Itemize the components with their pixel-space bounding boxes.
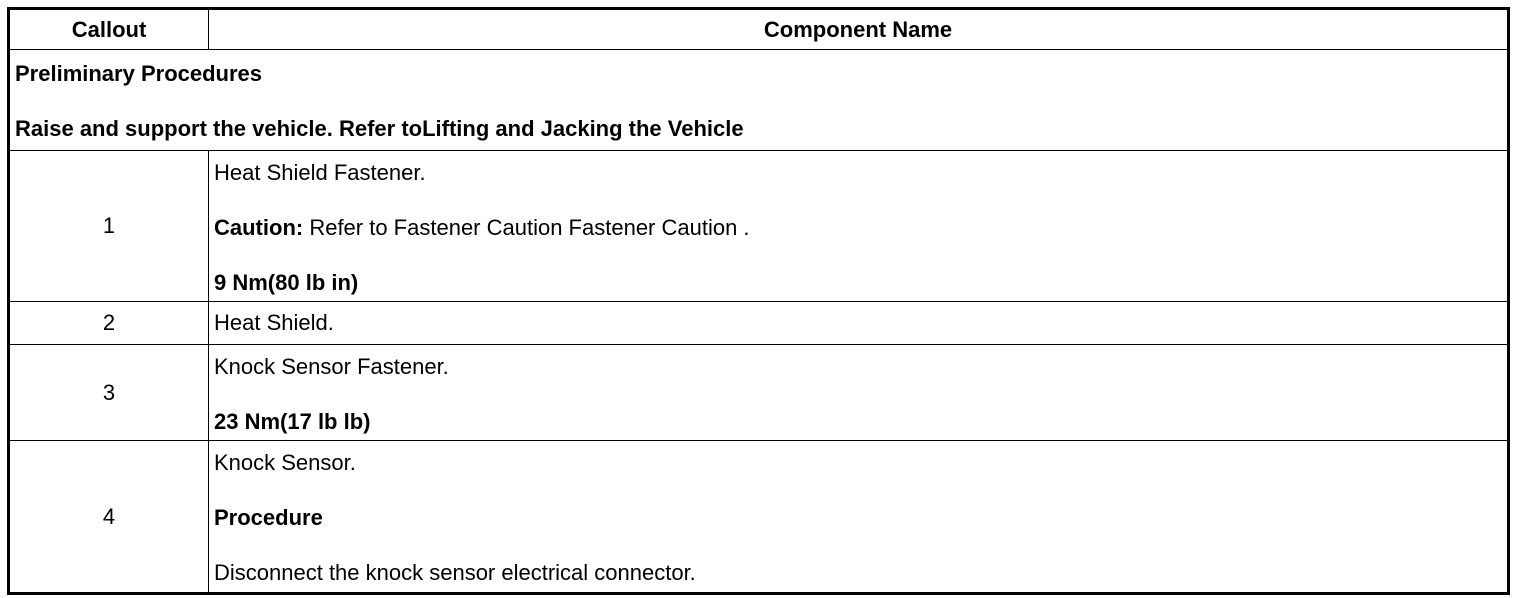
callout-header: Callout bbox=[9, 9, 209, 50]
torque-spec: 23 Nm(17 lb lb) bbox=[214, 409, 371, 434]
procedure-text: Disconnect the knock sensor electrical connector. bbox=[214, 560, 696, 585]
caution-label: Caution: bbox=[214, 215, 304, 240]
component-name: Knock Sensor. bbox=[214, 450, 356, 475]
preliminary-row bbox=[9, 50, 1509, 151]
preliminary-instruction: Raise and support the vehicle. Refer toLifting and Jacking the Vehicle bbox=[15, 116, 744, 141]
procedure-label: Procedure bbox=[214, 505, 323, 530]
callout-number: 1 bbox=[9, 151, 209, 302]
table-row bbox=[9, 151, 1509, 302]
preliminary-cell bbox=[9, 50, 1509, 151]
component-cell bbox=[209, 441, 1509, 594]
preliminary-heading: Preliminary Procedures bbox=[15, 61, 263, 86]
component-name: Heat Shield. bbox=[214, 310, 334, 335]
component-name: Knock Sensor Fastener. bbox=[214, 354, 449, 379]
caution-line bbox=[214, 215, 1507, 241]
table-row bbox=[9, 441, 1509, 594]
torque-spec: 9 Nm(80 lb in) bbox=[214, 270, 359, 295]
callout-number: 3 bbox=[9, 345, 209, 441]
table-row bbox=[9, 345, 1509, 441]
table-row bbox=[9, 302, 1509, 345]
component-name: Heat Shield Fastener. bbox=[214, 160, 426, 185]
caution-text: Refer to Fastener Caution Fastener Caution . bbox=[303, 215, 750, 240]
component-cell bbox=[209, 302, 1509, 345]
callout-number: 2 bbox=[9, 302, 209, 345]
component-table bbox=[7, 7, 1510, 595]
component-cell bbox=[209, 345, 1509, 441]
component-cell bbox=[209, 151, 1509, 302]
callout-number: 4 bbox=[9, 441, 209, 594]
component-name-header: Component Name bbox=[209, 9, 1509, 50]
header-row bbox=[9, 9, 1509, 50]
